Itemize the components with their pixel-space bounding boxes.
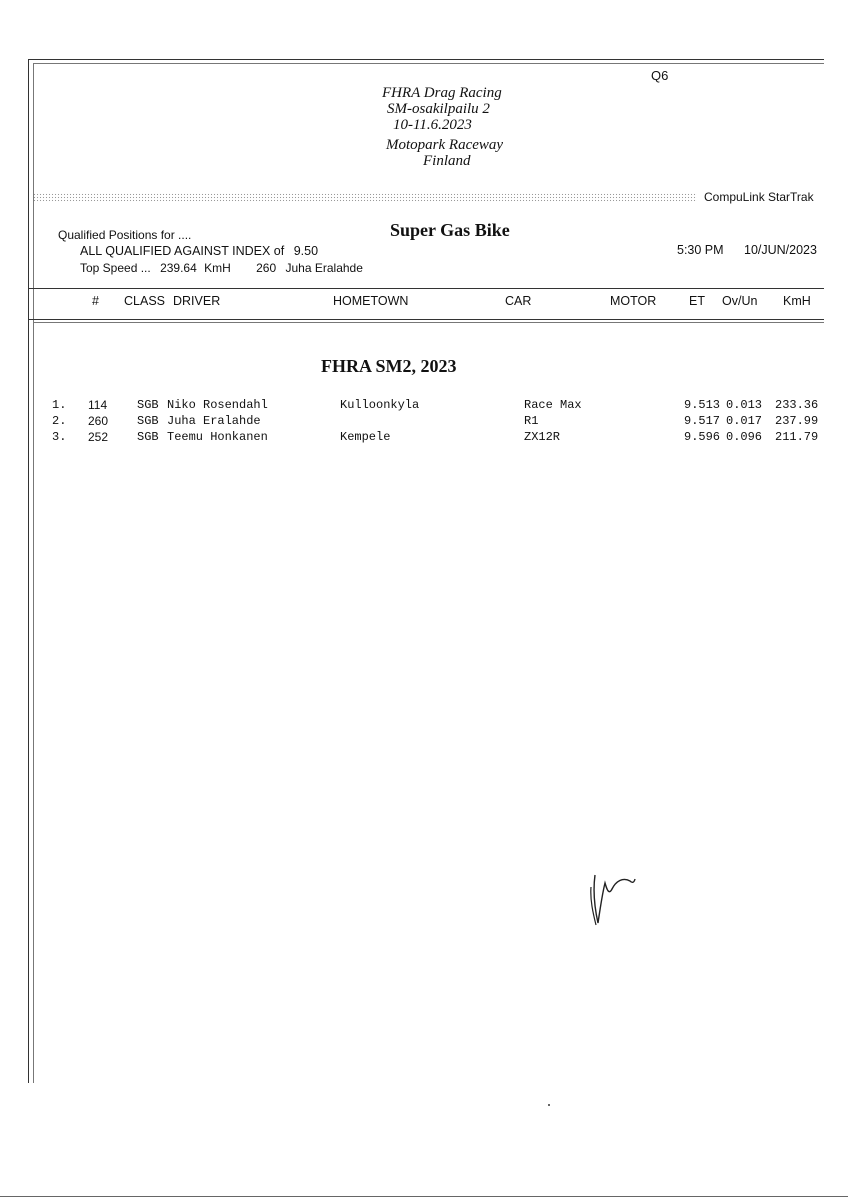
event-organizer: FHRA Drag Racing	[382, 85, 502, 101]
cell-et: 9.513	[684, 398, 721, 412]
top-speed-label: Top Speed ...	[80, 261, 151, 275]
event-country: Finland	[423, 153, 471, 169]
cell-car: Race Max	[524, 398, 582, 412]
page-code: Q6	[651, 68, 669, 83]
cell-num: 114	[88, 398, 108, 412]
top-border	[28, 59, 824, 60]
cell-ovun: 0.013	[726, 398, 763, 412]
col-motor: MOTOR	[610, 294, 657, 308]
cell-ovun: 0.017	[726, 414, 763, 428]
col-kmh: KmH	[783, 294, 811, 308]
index-line	[80, 244, 318, 258]
col-et: ET	[689, 294, 705, 308]
signature	[585, 865, 645, 930]
cell-num: 260	[88, 414, 109, 428]
cell-pos: 1.	[52, 398, 67, 412]
cell-kmh: 233.36	[775, 398, 819, 412]
header-rule-bottom-2	[34, 322, 824, 323]
col-driver: DRIVER	[173, 294, 221, 308]
cell-hometown: Kempele	[340, 430, 391, 444]
index-label: ALL QUALIFIED AGAINST INDEX of	[80, 244, 285, 258]
page-bottom-rule	[0, 1196, 848, 1197]
top-speed-driver: Juha Eralahde	[285, 261, 363, 275]
report-time: 5:30 PM	[677, 243, 724, 257]
cell-driver: Teemu Honkanen	[167, 430, 268, 444]
cell-class: SGB	[137, 398, 159, 412]
col-class: CLASS	[124, 294, 165, 308]
table-row	[0, 398, 848, 414]
cell-car: R1	[524, 414, 539, 428]
cell-kmh: 237.99	[775, 414, 819, 428]
cell-et: 9.596	[684, 430, 721, 444]
top-speed-unit: KmH	[204, 261, 231, 275]
cell-pos: 3.	[52, 430, 67, 444]
cell-pos: 2.	[52, 414, 67, 428]
dotted-band	[33, 193, 697, 202]
col-num: #	[92, 294, 99, 308]
cell-num: 252	[88, 430, 109, 444]
section-title: FHRA SM2, 2023	[321, 356, 457, 376]
report-date: 10/JUN/2023	[744, 243, 817, 257]
cell-class: SGB	[137, 414, 159, 428]
cell-class: SGB	[137, 430, 159, 444]
cell-driver: Juha Eralahde	[167, 414, 261, 428]
index-value: 9.50	[293, 244, 319, 258]
header-rule-bottom	[28, 319, 824, 320]
cell-ovun: 0.096	[726, 430, 763, 444]
left-border-inner	[33, 63, 34, 1083]
col-hometown: HOMETOWN	[333, 294, 409, 308]
stray-mark	[548, 1104, 550, 1106]
table-row	[0, 430, 848, 446]
system-label: CompuLink StarTrak	[704, 190, 814, 204]
event-venue: Motopark Raceway	[386, 137, 504, 153]
cell-kmh: 211.79	[775, 430, 819, 444]
qualified-label: Qualified Positions for ....	[58, 228, 192, 242]
cell-driver: Niko Rosendahl	[167, 398, 268, 412]
header-rule-top	[28, 288, 824, 289]
cell-et: 9.517	[684, 414, 721, 428]
top-speed-value: 239.64	[160, 261, 197, 275]
event-series: SM-osakilpailu 2	[387, 101, 490, 117]
table-row	[0, 414, 848, 430]
top-border-inner	[34, 63, 824, 64]
top-speed-line	[80, 261, 363, 275]
cell-car: ZX12R	[524, 430, 561, 444]
event-dates: 10-11.6.2023	[393, 117, 472, 133]
cell-hometown: Kulloonkyla	[340, 398, 420, 412]
col-ovun: Ov/Un	[722, 294, 758, 308]
left-border-outer	[28, 59, 29, 1083]
class-title: Super Gas Bike	[390, 220, 510, 240]
col-car: CAR	[505, 294, 532, 308]
top-speed-number: 260	[256, 261, 277, 275]
